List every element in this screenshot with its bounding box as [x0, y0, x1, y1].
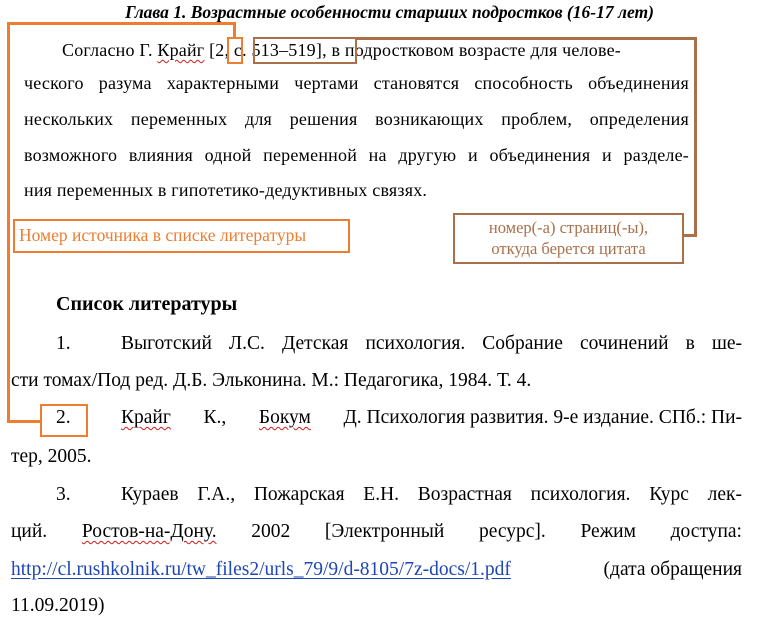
paragraph-line-4: возможного влияния одной переменной на другую и объединения и разделе- [24, 145, 689, 165]
bib-item-2-number: 2. [56, 407, 71, 428]
bib-author: Бокум [258, 407, 311, 428]
pages-callout [453, 213, 684, 264]
bib-city: Ростов-на-Дону. [81, 521, 217, 542]
bib-access-note: (дата обращения [603, 559, 742, 580]
bib-text: К., [203, 407, 227, 428]
paragraph-prefix: Согласно Г. [62, 40, 153, 60]
connector-line [356, 37, 696, 40]
citation-source-number: 2, [215, 40, 230, 60]
citation-pages: с. 513–519 [233, 40, 316, 60]
bib-item-3-line-1: Кураев Г.А., Пожарская Е.Н. Возрастная психология. Курс лек- [121, 484, 742, 505]
source-number-callout: Номер источника в списке литературы [13, 219, 350, 253]
bib-item-2-line-1 [121, 407, 742, 429]
bib-item-3-line-3 [11, 559, 742, 581]
bib-item-3-line-4: 11.09.2019) [11, 595, 105, 616]
author-name: Крайг [157, 40, 205, 60]
bib-text: Д. Психология развития. 9-е издание. СПб.: Пи- [343, 407, 742, 428]
bib-author: Крайг [121, 407, 171, 428]
connector-line [694, 37, 697, 237]
paragraph-rest: , в подростковом возрасте для челове- [322, 40, 621, 60]
paragraph-line-3: нескольких переменных для решения возникающих проблем, определения [24, 109, 689, 129]
bibliography-title: Список литературы [56, 293, 238, 315]
pages-highlight-box [253, 37, 357, 64]
bib-item-1-line-2: сти томах/Под ред. Д.Б. Эльконина. М.: Педагогика, 1984. Т. 4. [11, 370, 532, 391]
connector-line [7, 420, 41, 423]
bib-item-1-number: 1. [56, 333, 71, 354]
pages-callout-line-2: откуда берется цитата [491, 239, 646, 258]
citation-close-bracket: ] [315, 40, 323, 60]
bib-text: ций. [11, 521, 48, 542]
paragraph-line-2: ческого разума характерными чертами становятся способность объединения [24, 73, 689, 93]
bib-text: ресурс]. [478, 521, 546, 542]
source-number-highlight-box [227, 37, 243, 64]
bib-text: 2002 [251, 521, 291, 542]
bib-url-link[interactable]: http://cl.rushkolnik.ru/tw_files2/urls_79/9/d-8105/7z-docs/1.pdf [11, 559, 511, 580]
bib-item-2-line-2: тер, 2005. [11, 446, 92, 467]
citation-open-bracket: [ [209, 40, 216, 60]
connector-line [7, 22, 10, 422]
connector-line [682, 234, 696, 237]
connector-line [7, 22, 235, 25]
bib-item-1-line-1: Выготский Л.С. Детская психология. Собрание сочинений в ше- [121, 333, 742, 354]
paragraph-line-5: ния переменных в гипотетико-дедуктивных связях. [24, 180, 428, 200]
bib-item-3-line-2 [11, 521, 742, 543]
chapter-heading: Глава 1. Возрастные особенности старших подростков (16-17 лет) [125, 2, 654, 22]
bib-item-3-number: 3. [56, 484, 71, 505]
bib-text: [Электронный [324, 521, 445, 542]
bib-text: доступа: [670, 521, 742, 542]
bib-text: Режим [580, 521, 636, 542]
pages-callout-line-1: номер(-а) страниц(-ы), [488, 218, 649, 237]
